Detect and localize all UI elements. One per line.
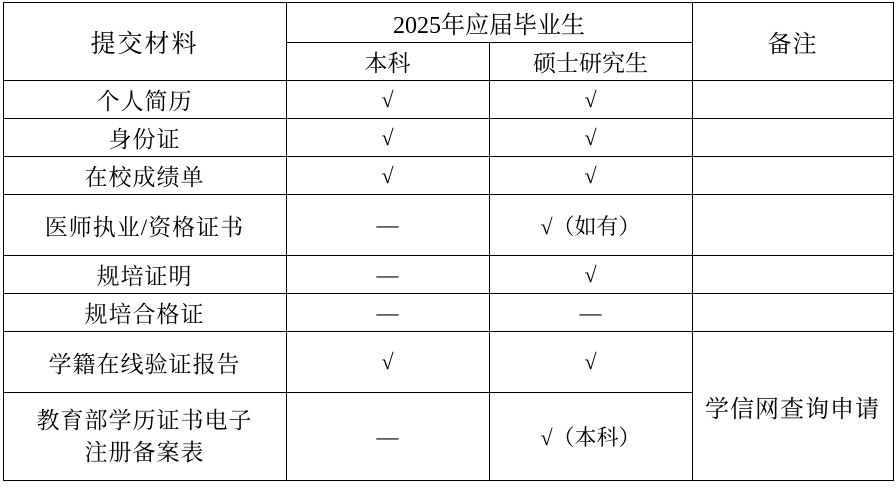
table-row	[3, 195, 893, 256]
table-row	[3, 119, 893, 157]
header-master: 硕士研究生	[489, 43, 692, 81]
row-master-mark: √（如有）	[489, 195, 692, 256]
row-remark-cell	[692, 256, 893, 294]
row-bachelor-mark: —	[286, 195, 489, 256]
header-remark: 备注	[692, 3, 893, 81]
row-material-label: 在校成绩单	[3, 157, 286, 195]
row-master-mark: √	[489, 157, 692, 195]
row-material-label: 身份证	[3, 119, 286, 157]
row-material-label: 学籍在线验证报告	[3, 332, 286, 393]
materials-table	[3, 2, 894, 481]
row-material-label: 规培合格证	[3, 294, 286, 332]
table-row	[3, 294, 893, 332]
header-graduate-group: 2025年应届毕业生	[286, 3, 692, 43]
row-bachelor-mark: √	[286, 157, 489, 195]
header-material: 提交材料	[3, 3, 286, 81]
table-header-row-1	[3, 3, 893, 43]
row-master-mark: √	[489, 332, 692, 393]
row-material-label	[3, 393, 286, 481]
row-material-label-line2: 注册备案表	[84, 439, 205, 465]
row-remark-cell	[692, 195, 893, 256]
row-material-label-line1: 教育部学历证书电子	[36, 408, 253, 434]
row-remark-cell	[692, 119, 893, 157]
row-material-label: 个人简历	[3, 81, 286, 119]
row-bachelor-mark: —	[286, 393, 489, 481]
row-bachelor-mark: √	[286, 332, 489, 393]
table-row	[3, 157, 893, 195]
row-material-label: 规培证明	[3, 256, 286, 294]
row-master-mark: √	[489, 256, 692, 294]
row-material-label: 医师执业/资格证书	[3, 195, 286, 256]
row-master-mark: √	[489, 119, 692, 157]
row-bachelor-mark: √	[286, 81, 489, 119]
row-master-mark: —	[489, 294, 692, 332]
table-row	[3, 81, 893, 119]
row-master-mark: √（本科）	[489, 393, 692, 481]
table-row	[3, 256, 893, 294]
row-master-mark: √	[489, 81, 692, 119]
header-bachelor: 本科	[286, 43, 489, 81]
row-remark-cell	[692, 81, 893, 119]
row-remark-cell	[692, 294, 893, 332]
row-bachelor-mark: √	[286, 119, 489, 157]
row-bachelor-mark: —	[286, 256, 489, 294]
remark-merged-cell: 学信网查询申请	[692, 332, 893, 481]
table-row	[3, 332, 893, 393]
row-bachelor-mark: —	[286, 294, 489, 332]
row-remark-cell	[692, 157, 893, 195]
